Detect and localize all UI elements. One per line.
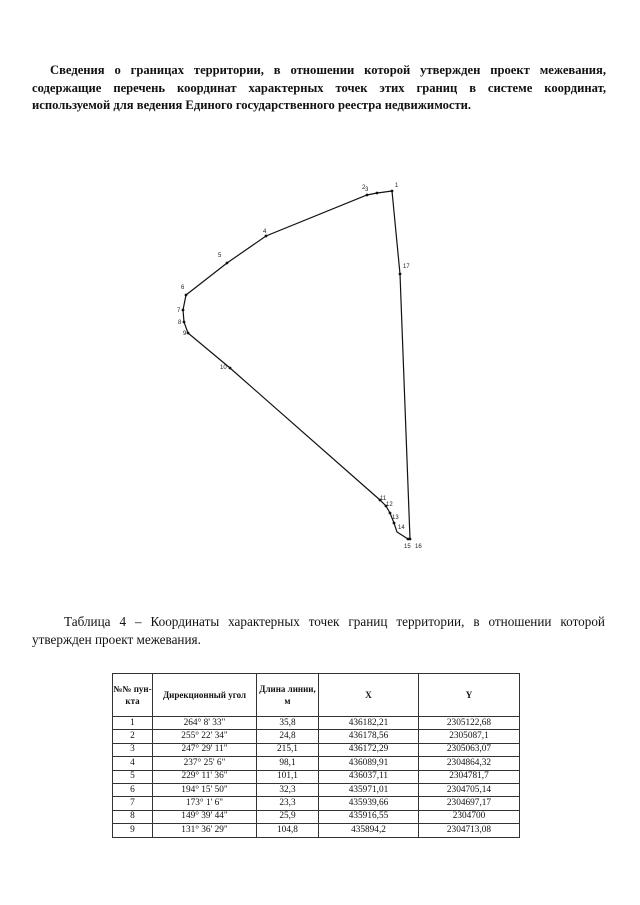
cell-x: 435971,01 — [319, 783, 419, 796]
cell-direction-angle: 173° 1' 6" — [153, 797, 257, 810]
point-label: 11 — [380, 496, 387, 502]
table-row — [113, 730, 520, 743]
point-label: 13 — [392, 515, 399, 521]
cell-point-no: 9 — [113, 824, 153, 837]
coordinates-table — [112, 673, 520, 838]
table-row — [113, 770, 520, 783]
boundary-point — [187, 332, 190, 335]
cell-direction-angle: 255° 22' 34" — [153, 730, 257, 743]
cell-line-length: 101,1 — [257, 770, 319, 783]
cell-direction-angle: 131° 36' 29" — [153, 824, 257, 837]
boundary-point — [185, 294, 188, 297]
header-direction-angle: Дирекционный угол — [153, 674, 257, 717]
point-label: 6 — [181, 285, 185, 291]
boundary-point — [182, 309, 185, 312]
point-label: 5 — [218, 253, 222, 259]
cell-direction-angle: 149° 39' 44" — [153, 810, 257, 823]
cell-direction-angle: 229° 11' 36" — [153, 770, 257, 783]
cell-x: 436182,21 — [319, 717, 419, 730]
table-caption: Таблица 4 – Координаты характерных точек границ территории, в отношении которой утвержден проект межевания. — [32, 614, 605, 647]
point-label: 10 — [220, 365, 227, 371]
cell-y: 2305087,1 — [419, 730, 520, 743]
table-row — [113, 743, 520, 756]
cell-point-no: 1 — [113, 717, 153, 730]
cell-direction-angle: 264° 8' 33" — [153, 717, 257, 730]
boundary-point — [226, 262, 229, 265]
cell-line-length: 104,8 — [257, 824, 319, 837]
cell-point-no: 5 — [113, 770, 153, 783]
cell-point-no: 6 — [113, 783, 153, 796]
boundary-point — [393, 522, 396, 525]
cell-y: 2305122,68 — [419, 717, 520, 730]
boundary-point — [183, 321, 186, 324]
header-x: X — [319, 674, 419, 717]
cell-line-length: 23,3 — [257, 797, 319, 810]
boundary-point — [229, 367, 232, 370]
cell-x: 435916,55 — [319, 810, 419, 823]
cell-line-length: 35,8 — [257, 717, 319, 730]
header-line-length: Длина линии, м — [257, 674, 319, 717]
boundary-point — [265, 235, 268, 238]
point-label: 14 — [398, 525, 405, 531]
point-label: 9 — [183, 331, 187, 337]
cell-y: 2304713,08 — [419, 824, 520, 837]
table-row — [113, 783, 520, 796]
cell-y: 2304781,7 — [419, 770, 520, 783]
point-label: 17 — [403, 264, 410, 270]
boundary-point — [366, 194, 369, 197]
cell-y: 2304705,14 — [419, 783, 520, 796]
cell-point-no: 7 — [113, 797, 153, 810]
cell-x: 436172,29 — [319, 743, 419, 756]
cell-x: 436037,11 — [319, 770, 419, 783]
table-header-row — [113, 674, 520, 717]
cell-direction-angle: 237° 25' 6" — [153, 757, 257, 770]
table-row — [113, 824, 520, 837]
boundary-point — [399, 273, 402, 276]
cell-point-no: 3 — [113, 743, 153, 756]
table-row — [113, 810, 520, 823]
point-label: 7 — [177, 308, 181, 314]
cell-y: 2305063,07 — [419, 743, 520, 756]
boundary-point — [409, 538, 412, 541]
point-label: 8 — [178, 320, 182, 326]
point-label: 1 — [395, 183, 399, 189]
cell-direction-angle: 194° 15' 50" — [153, 783, 257, 796]
header-point-no: №№ пун- кта — [113, 674, 153, 717]
cell-x: 435894,2 — [319, 824, 419, 837]
point-label: 4 — [263, 229, 267, 235]
cell-point-no: 4 — [113, 757, 153, 770]
point-label: 16 — [415, 544, 422, 550]
cell-point-no: 2 — [113, 730, 153, 743]
table-row — [113, 757, 520, 770]
cell-x: 436178,56 — [319, 730, 419, 743]
cell-y: 2304697,17 — [419, 797, 520, 810]
boundary-polygon — [183, 191, 410, 539]
point-label: 2 — [362, 185, 366, 191]
boundary-point — [376, 192, 379, 195]
header-y: Y — [419, 674, 520, 717]
cell-line-length: 32,3 — [257, 783, 319, 796]
boundary-point — [391, 190, 394, 193]
cell-x: 435939,66 — [319, 797, 419, 810]
table-row — [113, 717, 520, 730]
cell-point-no: 8 — [113, 810, 153, 823]
point-label: 3 — [365, 187, 369, 193]
cell-line-length: 25,9 — [257, 810, 319, 823]
cell-y: 2304700 — [419, 810, 520, 823]
cell-line-length: 215,1 — [257, 743, 319, 756]
section-heading: Сведения о границах территории, в отношении которой утвержден проект межевания, содержащие перечень координат характерных точек этих границ в системе координат, используемой для ведения Единого государственного реестра недвижимости. — [32, 63, 606, 112]
point-label: 12 — [386, 502, 393, 508]
boundary-point — [389, 512, 392, 515]
cell-y: 2304864,32 — [419, 757, 520, 770]
table-row — [113, 797, 520, 810]
cell-line-length: 98,1 — [257, 757, 319, 770]
cell-line-length: 24,8 — [257, 730, 319, 743]
cell-x: 436089,91 — [319, 757, 419, 770]
cell-direction-angle: 247° 29' 11" — [153, 743, 257, 756]
point-label: 15 — [404, 544, 411, 550]
